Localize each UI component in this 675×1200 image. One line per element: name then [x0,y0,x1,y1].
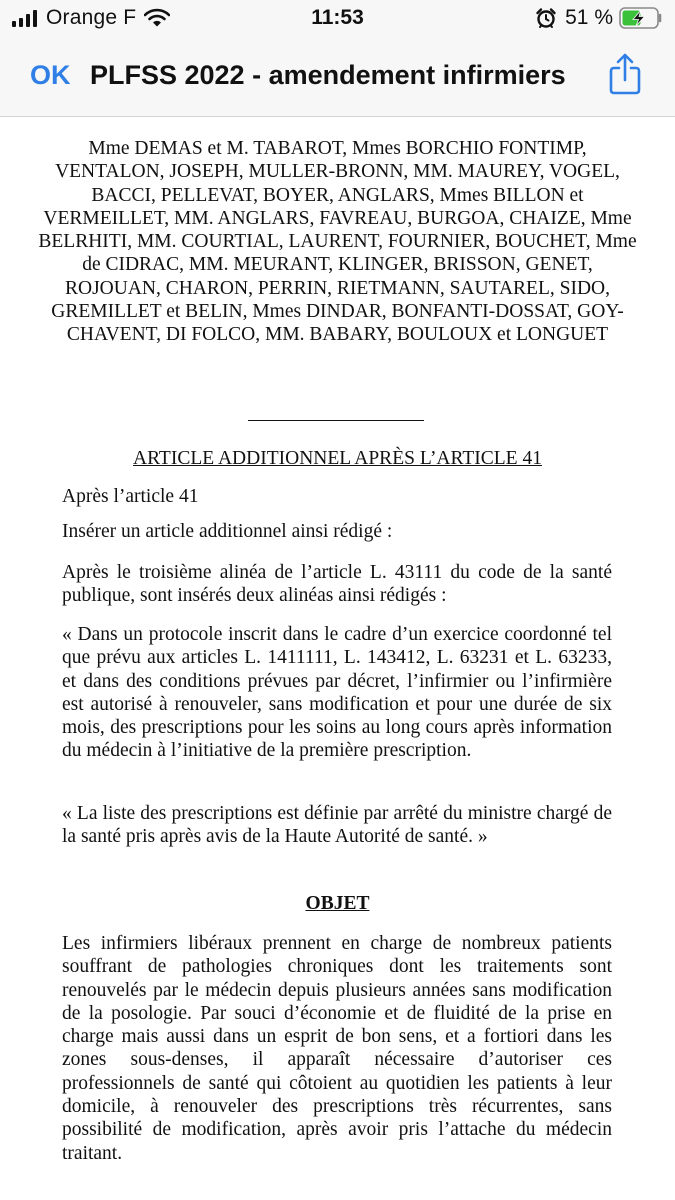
separator-line [248,420,424,421]
battery-charging-icon [619,7,663,29]
battery-percent: 51 % [565,6,613,29]
document-title: PLFSS 2022 - amendement infirmiers [90,60,566,90]
carrier-name: Orange F [46,6,137,29]
paragraph-protocol: « Dans un protocole inscrit dans le cadre d’un exercice coordonné tel que prévu aux articles L. 1411111, L. 143412, L. 63231 et L. 63233, et dans des conditions prévues par décret, l’infirmier ou l’infirmière est autorisé à renouveler, sans modification et pour une durée de six mois, des prescriptions pour les soins au long cours après information du médecin à l’initiative de la première prescription. [62,624,612,762]
nav-bar [0,38,675,117]
alarm-icon [535,7,557,29]
objet-heading: OBJET [305,893,370,914]
paragraph-insert: Insérer un article additionnel ainsi rédigé : [62,521,393,542]
authors-list: Mme DEMAS et M. TABAROT, Mmes BORCHIO FONTIMP, VENTALON, JOSEPH, MULLER-BRONN, MM. MAUREY, VOGEL, BACCI, PELLEVAT, BOYER, ANGLARS, Mmes BILLON et VERMEILLET, MM. ANGLARS, FAVREAU, BURGOA, CHAIZE, Mme BELRHITI, MM. COURTIAL, LAURENT, FOURNIER, BOUCHET, Mme de CIDRAC, MM. MEURANT, KLINGER, BRISSON, GENET, ROJOUAN, CHARON, PERRIN, RIETMANN, SAUTAREL, SIDO, GREMILLET et BELIN, Mmes DINDAR, BONFANTI-DOSSAT, GOY-CHAVENT, DI FOLCO, MM. BABARY, BOULOUX et LONGUET [38,138,637,346]
share-icon[interactable] [607,52,643,96]
ok-button[interactable]: OK [30,60,71,90]
status-time: 11:53 [311,6,364,29]
status-right [535,6,663,30]
objet-text: Les infirmiers libéraux prennent en charge de nombreux patients souffrant de pathologies chroniques dont les traitements sont renouvelés par le médecin depuis plusieurs années sans modification de la posologie. Par souci d’économie et de fluidité de la prise en charge mais aussi dans un esprit de bon sens, et a fortiori dans les zones sous-denses, il apparaît nécessaire d’autoriser ces professionnels de santé qui côtoient au quotidien les patients à leur domicile, à renouveler des prescriptions très récurrentes, sans possibilité de modification, après avoir pris l’attache du médecin traitant. [62,933,612,1164]
paragraph-third-alinea: Après le troisième alinéa de l’article L. 43111 du code de la santé publique, sont insérés deux alinéas ainsi rédigés : [62,562,612,607]
document-page [0,117,675,1200]
article-heading: ARTICLE ADDITIONNEL APRÈS L’ARTICLE 41 [133,448,542,469]
status-bar [0,0,675,38]
paragraph-prescription-list: « La liste des prescriptions est définie par arrêté du ministre chargé de la santé pris après avis de la Haute Autorité de santé. » [62,803,612,848]
paragraph-after-article: Après l’article 41 [62,486,199,507]
